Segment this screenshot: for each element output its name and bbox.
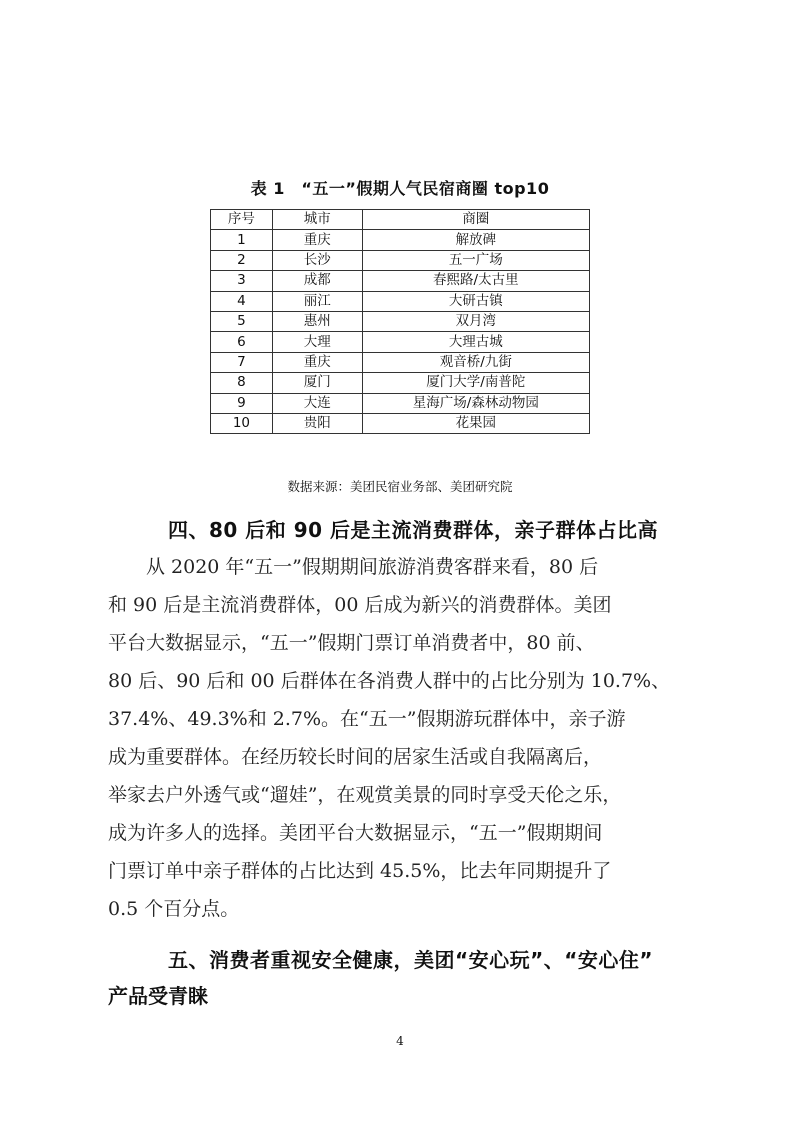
cell-index: 4 (211, 291, 273, 311)
hotspot-table (210, 209, 590, 434)
table-row (211, 291, 590, 311)
section-4-heading: 四、80 后和 90 后是主流消费群体，亲子群体占比高 (168, 518, 659, 542)
table-title: 表 1 “五一”假期人气民宿商圈 top10 (250, 179, 550, 198)
cell-index: 2 (211, 250, 273, 270)
paragraph-line: 和 90 后是主流消费群体，00 后成为新兴的消费群体。美团 (108, 594, 612, 616)
cell-city: 大理 (272, 332, 362, 352)
page-number: 4 (396, 1034, 404, 1048)
table-row (211, 250, 590, 270)
section-5-heading-continued: 产品受青睐 (108, 984, 208, 1008)
cell-index: 9 (211, 393, 273, 413)
header-index: 序号 (211, 210, 273, 230)
cell-city: 贵阳 (272, 413, 362, 433)
paragraph-line: 平台大数据显示，“五一”假期门票订单消费者中，80 前、 (108, 632, 595, 654)
table-row (211, 373, 590, 393)
table-header-row (211, 210, 590, 230)
paragraph-line: 0.5 个百分点。 (108, 898, 240, 920)
cell-district: 解放碑 (362, 230, 589, 250)
cell-district: 双月湾 (362, 311, 589, 331)
cell-district: 五一广场 (362, 250, 589, 270)
table-row (211, 393, 590, 413)
table-row (211, 352, 590, 372)
paragraph-line: 从 2020 年“五一”假期期间旅游消费客群来看，80 后 (108, 556, 599, 578)
cell-district: 花果园 (362, 413, 589, 433)
cell-city: 长沙 (272, 250, 362, 270)
cell-city: 丽江 (272, 291, 362, 311)
cell-index: 7 (211, 352, 273, 372)
table-row (211, 332, 590, 352)
cell-city: 重庆 (272, 352, 362, 372)
header-district: 商圈 (362, 210, 589, 230)
cell-index: 10 (211, 413, 273, 433)
paragraph-line: 门票订单中亲子群体的占比达到 45.5%，比去年同期提升了 (108, 860, 612, 882)
cell-district: 厦门大学/南普陀 (362, 373, 589, 393)
cell-district: 大研古镇 (362, 291, 589, 311)
table-row (211, 413, 590, 433)
paragraph-line: 成为重要群体。在经历较长时间的居家生活或自我隔离后， (108, 746, 603, 768)
paragraph-line: 80 后、90 后和 00 后群体在各消费人群中的占比分别为 10.7%、 (108, 670, 671, 692)
table-row (211, 230, 590, 250)
cell-index: 8 (211, 373, 273, 393)
cell-index: 5 (211, 311, 273, 331)
cell-district: 观音桥/九街 (362, 352, 589, 372)
cell-district: 大理古城 (362, 332, 589, 352)
cell-city: 大连 (272, 393, 362, 413)
cell-index: 3 (211, 271, 273, 291)
section-5-heading: 五、消费者重视安全健康，美团“安心玩”、“安心住” (168, 948, 654, 972)
cell-district: 星海广场/森林动物园 (362, 393, 589, 413)
paragraph-line: 举家去户外透气或“遛娃”，在观赏美景的同时享受天伦之乐， (108, 784, 622, 806)
cell-district: 春熙路/太古里 (362, 271, 589, 291)
cell-city: 惠州 (272, 311, 362, 331)
paragraph-line: 37.4%、49.3%和 2.7%。在“五一”假期游玩群体中，亲子游 (108, 708, 626, 730)
paragraph-line: 成为许多人的选择。美团平台大数据显示，“五一”假期期间 (108, 822, 603, 844)
header-city: 城市 (272, 210, 362, 230)
cell-city: 重庆 (272, 230, 362, 250)
cell-city: 厦门 (272, 373, 362, 393)
table-row (211, 271, 590, 291)
cell-index: 1 (211, 230, 273, 250)
cell-city: 成都 (272, 271, 362, 291)
data-source-note: 数据来源：美团民宿业务部、美团研究院 (287, 479, 513, 494)
cell-index: 6 (211, 332, 273, 352)
table-row (211, 311, 590, 331)
